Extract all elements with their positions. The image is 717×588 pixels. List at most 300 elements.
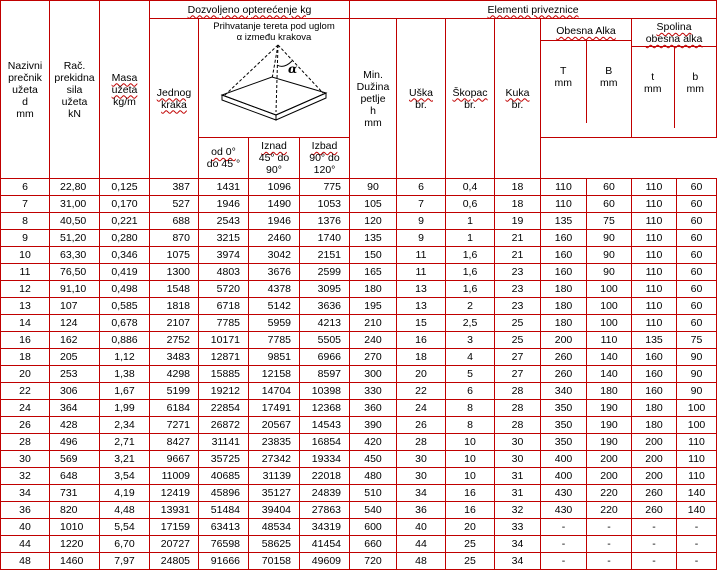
table-row [1,179,717,196]
single-strand-cell: 12419 [150,485,199,502]
load-45-90-cell: 17491 [249,400,300,417]
eye-no-cell: 44 [397,536,446,553]
eye-header: Uška br. [397,19,446,179]
hook-no-cell: 27 [495,366,541,383]
table-body [1,179,717,570]
table-row [1,281,717,298]
hook-no-cell: 18 [495,179,541,196]
table-row [1,247,717,264]
eye-no-cell: 6 [397,179,446,196]
load-0-45-cell: 26872 [199,417,249,434]
mass-cell: 7,97 [100,553,150,570]
breaking-force-cell: 1460 [50,553,100,570]
B-cell: 220 [587,502,632,519]
min-loop-length-cell: 120 [350,213,397,230]
mass-cell: 4,19 [100,485,150,502]
T-cell: 400 [541,468,587,485]
mass-cell: 0,346 [100,247,150,264]
T-cell: 160 [541,264,587,281]
shackle-no-cell: 20 [446,519,495,536]
load-45-90-cell: 48534 [249,519,300,536]
breaking-force-cell: 569 [50,451,100,468]
shackle-no-cell: 1 [446,213,495,230]
T-cell: 340 [541,383,587,400]
table-row [1,383,717,400]
B-column-header: B mm [600,65,618,89]
B-cell: - [587,519,632,536]
table-row [1,349,717,366]
B-cell: 100 [587,281,632,298]
t-column-header: t mm [632,47,675,128]
load-45-90-cell: 12158 [249,366,300,383]
mass-cell: 2,71 [100,434,150,451]
B-cell: 90 [587,247,632,264]
shackle-no-cell: 2,5 [446,315,495,332]
eye-no-cell: 16 [397,332,446,349]
table-row [1,519,717,536]
load-45-90-cell: 5142 [249,298,300,315]
hook-no-cell: 28 [495,383,541,400]
B-cell: - [587,536,632,553]
hook-no-cell: 23 [495,298,541,315]
T-cell: 350 [541,434,587,451]
min-loop-length-cell: 330 [350,383,397,400]
eye-no-cell: 24 [397,400,446,417]
B-cell: 190 [587,400,632,417]
b-cell: 140 [677,485,717,502]
shackle-no-cell: 25 [446,553,495,570]
single-strand-cell: 20727 [150,536,199,553]
nominal-diameter-cell: 16 [1,332,50,349]
nominal-diameter-cell: 9 [1,230,50,247]
load-90-120-cell: 24839 [300,485,350,502]
t-cell: 260 [632,502,677,519]
load-45-90-cell: 27342 [249,451,300,468]
nominal-diameter-cell: 14 [1,315,50,332]
t-cell: 160 [632,383,677,400]
b-cell: - [677,553,717,570]
shackle-no-cell: 10 [446,434,495,451]
hook-no-cell: 30 [495,451,541,468]
T-cell: - [541,553,587,570]
hook-no-cell: 21 [495,247,541,264]
nominal-diameter-cell: 7 [1,196,50,213]
load-90-120-cell: 2599 [300,264,350,281]
load-45-90-cell: 3676 [249,264,300,281]
load-90-120-cell: 5505 [300,332,350,349]
nominal-diameter-cell: 22 [1,383,50,400]
hook-no-cell: 31 [495,485,541,502]
load-0-45-cell: 12871 [199,349,249,366]
T-cell: - [541,519,587,536]
min-loop-length-cell: 210 [350,315,397,332]
single-strand-cell: 3483 [150,349,199,366]
breaking-force-cell: 496 [50,434,100,451]
min-loop-length-cell: 600 [350,519,397,536]
table-row [1,366,717,383]
mass-cell: 0,280 [100,230,150,247]
breaking-force-cell: 820 [50,502,100,519]
nominal-diameter-cell: 10 [1,247,50,264]
single-strand-cell: 8427 [150,434,199,451]
nominal-diameter-cell: 30 [1,451,50,468]
eye-no-cell: 30 [397,468,446,485]
eye-no-cell: 9 [397,213,446,230]
B-cell: 100 [587,315,632,332]
load-0-45-cell: 91666 [199,553,249,570]
hook-no-cell: 25 [495,315,541,332]
mass-cell: 3,54 [100,468,150,485]
T-cell: 180 [541,298,587,315]
mass-cell: 0,678 [100,315,150,332]
b-cell: 90 [677,383,717,400]
angle-symbol: α [288,62,298,76]
single-strand-header: Jednog kraka [150,19,199,179]
b-cell: 60 [677,264,717,281]
min-loop-length-cell: 150 [350,247,397,264]
load-45-90-cell: 35127 [249,485,300,502]
nominal-diameter-cell: 28 [1,434,50,451]
hook-no-cell: 23 [495,264,541,281]
eye-no-cell: 7 [397,196,446,213]
breaking-force-cell: 40,50 [50,213,100,230]
b-cell: 90 [677,349,717,366]
load-0-45-cell: 31141 [199,434,249,451]
load-0-45-cell: 4803 [199,264,249,281]
nominal-diameter-cell: 6 [1,179,50,196]
T-cell: 430 [541,485,587,502]
hook-no-cell: 19 [495,213,541,230]
load-90-120-cell: 16854 [300,434,350,451]
table-row [1,196,717,213]
load-90-120-cell: 6966 [300,349,350,366]
load-90-120-cell: 2151 [300,247,350,264]
shackle-no-cell: 5 [446,366,495,383]
table-row [1,315,717,332]
T-cell: 260 [541,366,587,383]
eye-no-cell: 9 [397,230,446,247]
sling-elements-header: Elementi priveznice [350,1,717,19]
single-strand-cell: 6184 [150,400,199,417]
eye-no-cell: 20 [397,366,446,383]
T-cell: 430 [541,502,587,519]
load-90-120-cell: 27863 [300,502,350,519]
B-cell: 90 [587,264,632,281]
T-cell: 350 [541,417,587,434]
t-cell: - [632,519,677,536]
single-strand-cell: 870 [150,230,199,247]
angle-0-45-header: od 0° do 45 ° [199,138,249,179]
load-45-90-cell: 2460 [249,230,300,247]
breaking-force-cell: 51,20 [50,230,100,247]
outer-ring-header: Spolina obesna alka t mm b mm [632,19,717,138]
load-45-90-cell: 9851 [249,349,300,366]
load-45-90-cell: 1490 [249,196,300,213]
single-strand-cell: 24805 [150,553,199,570]
b-cell: 60 [677,281,717,298]
mass-cell: 1,99 [100,400,150,417]
breaking-force-cell: 76,50 [50,264,100,281]
t-cell: - [632,536,677,553]
shackle-no-cell: 1,6 [446,247,495,264]
t-cell: 200 [632,434,677,451]
load-45-90-cell: 1096 [249,179,300,196]
t-cell: 160 [632,366,677,383]
mass-cell: 0,886 [100,332,150,349]
eye-no-cell: 28 [397,434,446,451]
mass-cell: 0,125 [100,179,150,196]
nominal-diameter-cell: 24 [1,400,50,417]
min-loop-length-cell: 135 [350,230,397,247]
t-cell: 110 [632,315,677,332]
load-90-120-cell: 34319 [300,519,350,536]
eye-no-cell: 26 [397,417,446,434]
T-cell: 135 [541,213,587,230]
mass-cell: 0,170 [100,196,150,213]
shackle-no-cell: 1 [446,230,495,247]
b-cell: 140 [677,502,717,519]
b-cell: 60 [677,230,717,247]
t-cell: 180 [632,400,677,417]
min-loop-length-cell: 720 [350,553,397,570]
breaking-force-cell: 31,00 [50,196,100,213]
table-row [1,553,717,570]
breaking-force-cell: 107 [50,298,100,315]
mass-cell: 0,419 [100,264,150,281]
b-column-header: b mm [686,71,705,95]
nominal-diameter-cell: 48 [1,553,50,570]
nominal-diameter-cell: 32 [1,468,50,485]
load-0-45-cell: 3215 [199,230,249,247]
t-cell: 200 [632,451,677,468]
mass-cell: 0,221 [100,213,150,230]
table-row [1,213,717,230]
table-row [1,451,717,468]
table-row [1,298,717,315]
eye-no-cell: 11 [397,247,446,264]
shackle-no-cell: 4 [446,349,495,366]
B-cell: 140 [587,349,632,366]
nominal-diameter-cell: 8 [1,213,50,230]
hook-no-cell: 34 [495,536,541,553]
hook-no-cell: 28 [495,400,541,417]
shackle-no-cell: 6 [446,383,495,400]
t-cell: 135 [632,332,677,349]
nominal-diameter-cell: 11 [1,264,50,281]
B-cell: 220 [587,485,632,502]
nominal-diameter-cell: 34 [1,485,50,502]
single-strand-cell: 1548 [150,281,199,298]
min-loop-length-cell: 240 [350,332,397,349]
single-strand-cell: 387 [150,179,199,196]
angle-45-90-header: Iznad 45° do 90° [249,138,300,179]
t-cell: 110 [632,213,677,230]
load-90-120-cell: 3095 [300,281,350,298]
shackle-no-cell: 10 [446,468,495,485]
load-0-45-cell: 7785 [199,315,249,332]
b-cell: 110 [677,468,717,485]
hook-no-cell: 34 [495,553,541,570]
t-cell: 200 [632,468,677,485]
single-strand-cell: 1300 [150,264,199,281]
mass-cell: 1,38 [100,366,150,383]
mass-cell: 1,12 [100,349,150,366]
hook-no-cell: 21 [495,230,541,247]
b-cell: 60 [677,247,717,264]
B-cell: 60 [587,196,632,213]
load-45-90-cell: 58625 [249,536,300,553]
shackle-no-cell: 0,4 [446,179,495,196]
table-row [1,400,717,417]
T-cell: 180 [541,315,587,332]
b-cell: 100 [677,400,717,417]
eye-no-cell: 13 [397,281,446,298]
B-cell: 60 [587,179,632,196]
single-strand-cell: 1818 [150,298,199,315]
shackle-no-cell: 25 [446,536,495,553]
b-cell: 100 [677,417,717,434]
single-strand-cell: 2107 [150,315,199,332]
breaking-force-header: Rač. prekidna sila užeta kN [50,1,100,179]
shackle-no-cell: 3 [446,332,495,349]
load-45-90-cell: 7785 [249,332,300,349]
shackle-no-cell: 8 [446,400,495,417]
min-loop-length-cell: 510 [350,485,397,502]
table-row [1,264,717,281]
single-strand-cell: 9667 [150,451,199,468]
angle-illustration-cell: Prihvatanje tereta pod uglom α između krakova α [199,19,350,138]
b-cell: - [677,519,717,536]
shackle-no-cell: 8 [446,417,495,434]
min-loop-length-cell: 180 [350,281,397,298]
min-loop-length-cell: 195 [350,298,397,315]
T-cell: - [541,536,587,553]
mass-header: Masa užeta kg/m [100,1,150,179]
t-cell: 110 [632,298,677,315]
single-strand-cell: 688 [150,213,199,230]
breaking-force-cell: 428 [50,417,100,434]
load-0-45-cell: 35725 [199,451,249,468]
breaking-force-cell: 162 [50,332,100,349]
b-cell: 90 [677,366,717,383]
load-90-120-cell: 775 [300,179,350,196]
min-loop-length-cell: 480 [350,468,397,485]
load-90-120-cell: 22018 [300,468,350,485]
hook-no-cell: 18 [495,196,541,213]
min-loop-length-cell: 390 [350,417,397,434]
t-cell: 110 [632,281,677,298]
min-loop-length-cell: 90 [350,179,397,196]
breaking-force-cell: 124 [50,315,100,332]
mass-cell: 0,498 [100,281,150,298]
hook-no-cell: 23 [495,281,541,298]
min-loop-length-cell: 270 [350,349,397,366]
nominal-diameter-cell: 26 [1,417,50,434]
header-row-1 [1,1,717,19]
t-cell: 260 [632,485,677,502]
b-cell: 110 [677,451,717,468]
load-0-45-cell: 6718 [199,298,249,315]
mass-cell: 2,34 [100,417,150,434]
load-0-45-cell: 3974 [199,247,249,264]
inner-ring-header: Obesna Alka T mm B mm [541,19,632,138]
nominal-diameter-cell: 44 [1,536,50,553]
breaking-force-cell: 91,10 [50,281,100,298]
load-90-120-cell: 8597 [300,366,350,383]
eye-no-cell: 30 [397,451,446,468]
table-row [1,434,717,451]
shackle-header: Škopac br. [446,19,495,179]
T-cell: 400 [541,451,587,468]
b-cell: 75 [677,332,717,349]
load-0-45-cell: 1946 [199,196,249,213]
breaking-force-cell: 1010 [50,519,100,536]
min-loop-length-header: Min. Dužina petlje h mm [350,19,397,179]
single-strand-cell: 17159 [150,519,199,536]
single-strand-cell: 4298 [150,366,199,383]
B-cell: 190 [587,434,632,451]
breaking-force-cell: 731 [50,485,100,502]
nominal-diameter-cell: 40 [1,519,50,536]
B-cell: 200 [587,468,632,485]
T-cell: 160 [541,247,587,264]
single-strand-cell: 11009 [150,468,199,485]
B-cell: - [587,553,632,570]
table-row [1,230,717,247]
T-cell: 350 [541,400,587,417]
load-45-90-cell: 23835 [249,434,300,451]
load-0-45-cell: 19212 [199,383,249,400]
B-cell: 110 [587,332,632,349]
eye-no-cell: 18 [397,349,446,366]
sling-angle-diagram [214,43,334,125]
load-plate-front-face [222,95,276,120]
load-0-45-cell: 51484 [199,502,249,519]
table-row [1,332,717,349]
t-cell: 160 [632,349,677,366]
table-row [1,485,717,502]
load-45-90-cell: 3042 [249,247,300,264]
nominal-diameter-cell: 36 [1,502,50,519]
single-strand-cell: 527 [150,196,199,213]
mass-cell: 4,48 [100,502,150,519]
table-row [1,417,717,434]
B-cell: 180 [587,383,632,400]
load-45-90-cell: 4378 [249,281,300,298]
load-0-45-cell: 40685 [199,468,249,485]
t-cell: - [632,553,677,570]
load-0-45-cell: 45896 [199,485,249,502]
min-loop-length-cell: 105 [350,196,397,213]
load-90-120-cell: 1376 [300,213,350,230]
hook-header: Kuka br. [495,19,541,179]
breaking-force-cell: 364 [50,400,100,417]
hook-no-cell: 32 [495,502,541,519]
nominal-diameter-cell: 12 [1,281,50,298]
breaking-force-cell: 253 [50,366,100,383]
T-cell: 200 [541,332,587,349]
load-45-90-cell: 70158 [249,553,300,570]
b-cell: 110 [677,434,717,451]
single-strand-cell: 5199 [150,383,199,400]
t-cell: 110 [632,230,677,247]
B-cell: 90 [587,230,632,247]
min-loop-length-cell: 165 [350,264,397,281]
sling-leg-left [225,45,278,95]
hook-no-cell: 30 [495,434,541,451]
breaking-force-cell: 205 [50,349,100,366]
nominal-diameter-header: Nazivni prečnik užeta d mm [1,1,50,179]
